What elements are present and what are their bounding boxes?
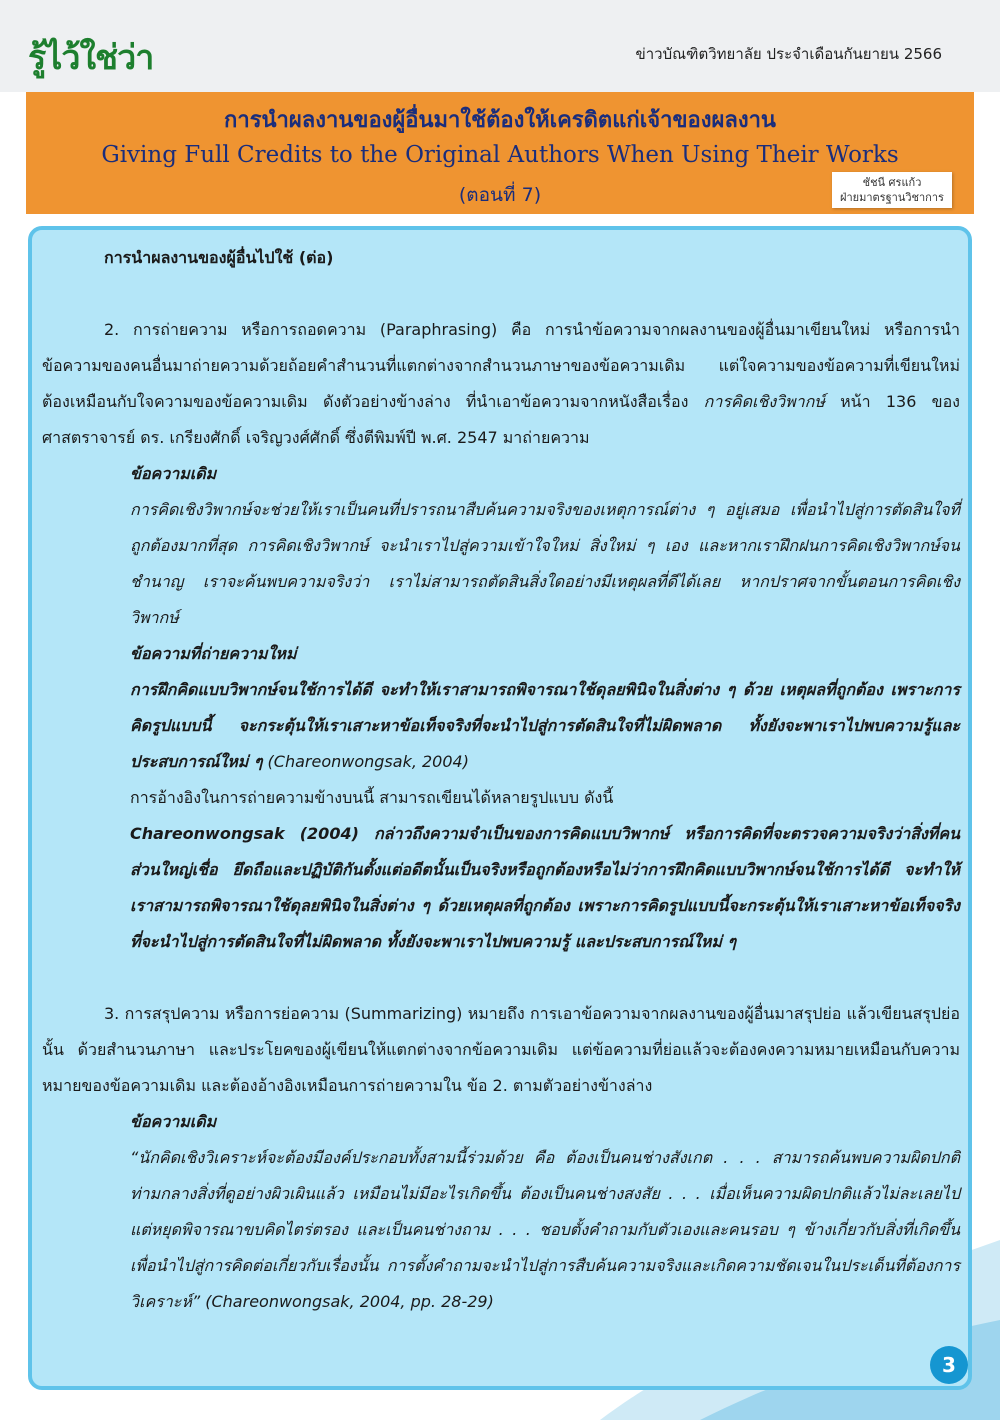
author-name: ชัชนี ศรแก้ว xyxy=(862,176,922,189)
original-text-block: การคิดเชิงวิพากษ์จะช่วยให้เราเป็นคนที่ปรารถนาสืบค้นความจริงของเหตุการณ์ต่าง ๆ อยู่เสมอ เพื่อนำไปสู่การตัดสินใจที่ถูกต้องมากที่สุด การคิดเชิงวิพากษ์ จะนำเราไปสู่ความเข้าใจใหม่ สิ่งใหม่ ๆ เอง และหากเราฝึกฝนการคิดเชิงวิพากษ์จนชำนาญ เราจะค้นพบความจริงว่า เราไม่สามารถตัดสินสิ่งใดอย่างมีเหตุผลที่ดีได้เลย หากปราศจากขั้นตอนการคิดเชิงวิพากษ์ xyxy=(130,500,960,627)
title-thai: การนำผลงานของผู้อื่นมาใช้ต้องให้เครดิตแก่เจ้าของผลงาน xyxy=(224,108,776,133)
citation-example: Chareonwongsak (2004) กล่าวถึงความจำเป็นของการคิดแบบวิพากษ์ หรือการคิดที่จะตรวจความจริงว่าสิ่งที่คนส่วนใหญ่เชื่อ ยึดถือและปฏิบัติกันตั้งแต่อดีตนั้นเป็นจริงหรือถูกต้องหรือไม่ว่าการฝึกคิดแบบวิพากษ์จนใช้การได้ดี จะทำให้เราสามารถพิจารณาใช้ดุลยพินิจในสิ่งต่าง ๆ ด้วยเหตุผลที่ถูกต้อง เพราะการคิดรูปแบบนี้จะกระตุ้นให้เราเสาะหาข้อเท็จจริงที่จะนำไปสู่การตัดสินใจที่ไม่ผิดพลาด ทั้งยังจะพาเราไปพบความรู้ และประสบการณ์ใหม่ ๆ xyxy=(130,824,960,951)
author-box xyxy=(832,172,952,208)
issue-info: ข่าวบัณฑิตวิทยาลัย ประจำเดือนกันยายน 2566 xyxy=(635,45,942,63)
paraphrased-citation: (Chareonwongsak, 2004) xyxy=(262,752,469,771)
article-body xyxy=(42,236,960,1320)
page-number-badge: 3 xyxy=(930,1346,968,1384)
author-unit: ฝ่ายมาตรฐานวิชาการ xyxy=(840,191,944,204)
episode-label: (ตอนที่ 7) xyxy=(458,184,542,206)
paraphrased-text-block xyxy=(42,672,960,780)
label-paraphrased-text: ข้อความที่ถ่ายความใหม่ xyxy=(130,644,297,663)
column-logo: รู้ไว้ใช่ว่า xyxy=(28,38,154,78)
top-header-bar xyxy=(0,0,1000,92)
label-original-text: ข้อความเดิม xyxy=(130,464,217,483)
paragraph-summarizing: 3. การสรุปความ หรือการย่อความ (Summarizing) หมายถึง การเอาข้อความจากผลงานของผู้อื่นมาสรุปย่อ แล้วเขียนสรุปย่อนั้น ด้วยสำนวนภาษา และประโยคของผู้เขียนให้แตกต่างจากข้อความเดิม แต่ข้อความที่ย่อแล้วจะต้องคงความหมายเหมือนกับความหมายของข้อความเดิม และต้องอ้างอิงเหมือนการถ่ายความใน ข้อ 2. ตามตัวอย่างข้างล่าง xyxy=(42,1004,960,1095)
book-title: การคิดเชิงวิพากษ์ xyxy=(703,392,825,411)
paragraph-paraphrasing xyxy=(42,312,960,456)
spacer xyxy=(42,960,960,996)
section-heading: การนำผลงานของผู้อื่นไปใช้ (ต่อ) xyxy=(104,248,334,267)
title-english: Giving Full Credits to the Original Authors When Using Their Works xyxy=(101,142,899,168)
citation-note: การอ้างอิงในการถ่ายความข้างบนนี้ สามารถเขียนได้หลายรูปแบบ ดังนี้ xyxy=(130,788,614,807)
para2-rest: หน้า 136 ของ ศาสตราจารย์ ดร. เกรียงศักดิ์ เจริญวงศ์ศักดิ์ ซึ่งตีพิมพ์ปี พ.ศ. 2547 มาถ่ายความ xyxy=(42,392,960,447)
spacer xyxy=(42,276,960,312)
title-banner xyxy=(26,92,974,214)
original-text-block-2: “นักคิดเชิงวิเคราะห์จะต้องมีองค์ประกอบทั้งสามนี้ร่วมด้วย คือ ต้องเป็นคนช่างสังเกต . . . สามารถค้นพบความผิดปกติท่ามกลางสิ่งที่ดูอย่างผิวเผินแล้ว เหมือนไม่มีอะไรเกิดขึ้น ต้องเป็นคนช่างสงสัย . . . เมื่อเห็นความผิดปกติแล้วไม่ละเลยไป แต่หยุดพิจารณาขบคิดไตร่ตรอง และเป็นคนช่างถาม . . . ชอบตั้งคำถามกับตัวเองและคนรอบ ๆ ข้างเกี่ยวกับสิ่งที่เกิดขึ้น เพื่อนำไปสู่การคิดต่อเกี่ยวกับเรื่องนั้น การตั้งคำถามจะนำไปสู่การสืบค้นความจริงและเกิดความชัดเจนในประเด็นที่ต้องการวิเคราะห์” (Chareonwongsak, 2004, pp. 28-29) xyxy=(130,1148,960,1311)
paraphrased-text: การฝึกคิดแบบวิพากษ์จนใช้การได้ดี จะทำให้เราสามารถพิจารณาใช้ดุลยพินิจในสิ่งต่าง ๆ ด้วย เหตุผลที่ถูกต้อง เพราะการคิดรูปแบบนี้ จะกระตุ้นให้เราเสาะหาข้อเท็จจริงที่จะนำไปสู่การตัดสินใจที่ไม่ผิดพลาด ทั้งยังจะพาเราไปพบความรู้และประสบการณ์ใหม่ ๆ xyxy=(130,680,960,771)
label-original-text-2: ข้อความเดิม xyxy=(130,1112,217,1131)
para2-intro: 2. การถ่ายความ หรือการถอดความ (Paraphrasing) คือ การนำข้อความจากผลงานของผู้อื่นมาเขียนใหม่ หรือการนำข้อความของคนอื่นมาถ่ายความด้วยถ้อยคำสำนวนที่แตกต่างจากสำนวนภาษาของข้อความเดิม แต่ใจความของข้อความที่เขียนใหม่ ต้องเหมือนกับใจความของข้อความเดิม ดังตัวอย่างข้างล่าง ที่นำเอาข้อความจากหนังสือเรื่อง xyxy=(42,320,960,411)
